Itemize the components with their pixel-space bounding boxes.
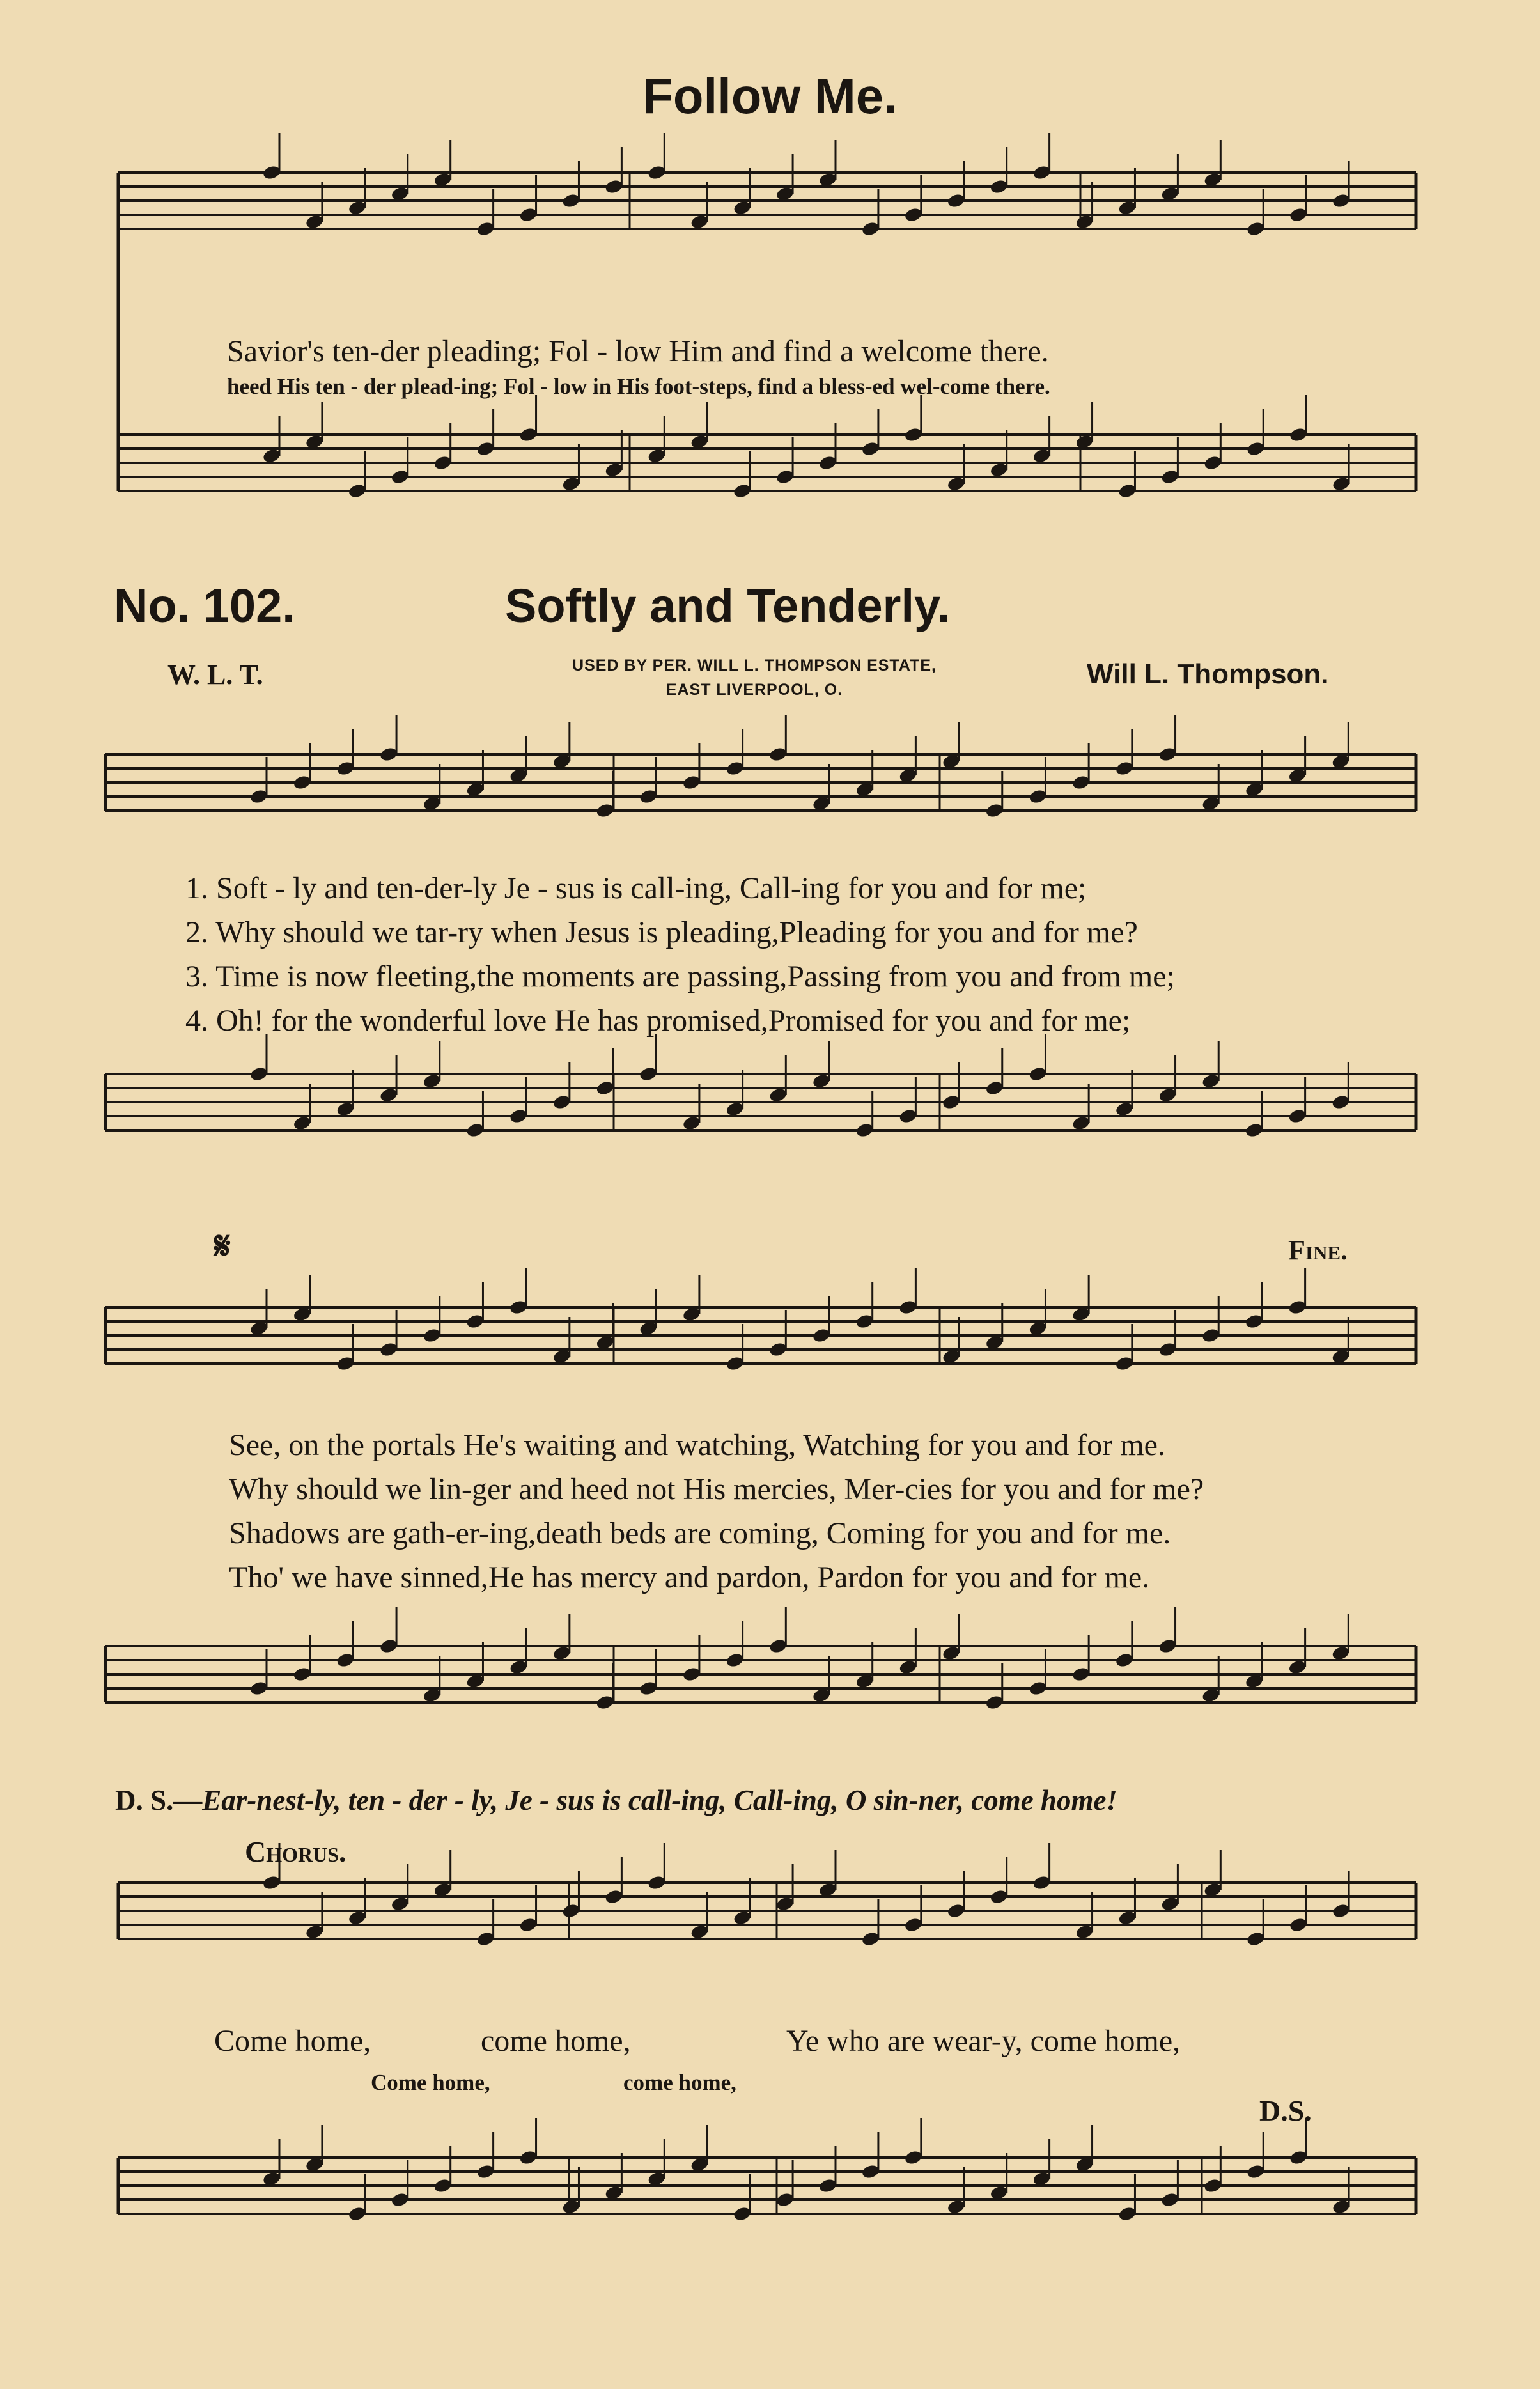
verse-3-part-1: 3. Time is now fleeting,the moments are passing,Passing from you and from me; xyxy=(185,960,1175,993)
verse-1-part-1: 1. Soft - ly and ten-der-ly Je - sus is call-ing, Call-ing for you and for me; xyxy=(185,871,1087,905)
top-hymn-title: Follow Me. xyxy=(642,68,898,124)
fine-mark: Fine. xyxy=(1288,1234,1348,1266)
permission-line-2: EAST LIVERPOOL, O. xyxy=(665,681,843,699)
ds-refrain-text: Ear-nest-ly, ten - der - ly, Je - sus is call-ing, Call-ing, O sin-ner, come home! xyxy=(202,1784,1117,1816)
hymn-title: Softly and Tenderly. xyxy=(505,579,951,632)
verse-2-part-2: Why should we lin-ger and heed not His mercies, Mer-cies for you and for me? xyxy=(229,1472,1204,1506)
verse-4-part-2: Tho' we have sinned,He has mercy and pardon, Pardon for you and for me. xyxy=(229,1560,1150,1594)
ds-label: D. S.— xyxy=(115,1784,203,1816)
ds-refrain-line xyxy=(115,1784,1117,1817)
chorus-label: Chorus. xyxy=(245,1835,346,1868)
verse-4-part-1: 4. Oh! for the wonderful love He has promised,Promised for you and for me; xyxy=(185,1004,1131,1038)
chorus-lyric-1: Come home, xyxy=(214,2024,371,2058)
chorus-lyric-2: come home, xyxy=(481,2024,631,2058)
verse-1-part-2: See, on the portals He's waiting and watching, Watching for you and for me. xyxy=(229,1428,1165,1462)
chorus-lyric-3: Ye who are wear-y, come home, xyxy=(786,2024,1181,2058)
hymn-composer: Will L. Thompson. xyxy=(1087,658,1329,690)
hymn-number: No. 102. xyxy=(114,579,295,632)
permission-note xyxy=(492,653,1016,702)
top-hymn-lyric-line-2: heed His ten - der plead-ing; Fol - low in His foot-steps, find a bless-ed wel-come there. xyxy=(227,374,1050,399)
chorus-echo-1: Come home, xyxy=(371,2070,490,2095)
ds-mark: D.S. xyxy=(1259,2094,1312,2127)
hymn-author: W. L. T. xyxy=(167,659,263,690)
verse-3-part-2: Shadows are gath-er-ing,death beds are coming, Coming for you and for me. xyxy=(229,1516,1171,1550)
segno-mark: 𝄋 xyxy=(214,1225,231,1267)
permission-line-1: USED BY PER. WILL L. THOMPSON ESTATE, xyxy=(572,657,937,674)
top-hymn-lyric-line-1: Savior's ten-der pleading; Fol - low Him and find a welcome there. xyxy=(227,334,1049,368)
verse-2-part-1: 2. Why should we tar-ry when Jesus is pleading,Pleading for you and for me? xyxy=(185,915,1138,949)
chorus-echo-2: come home, xyxy=(623,2070,736,2095)
